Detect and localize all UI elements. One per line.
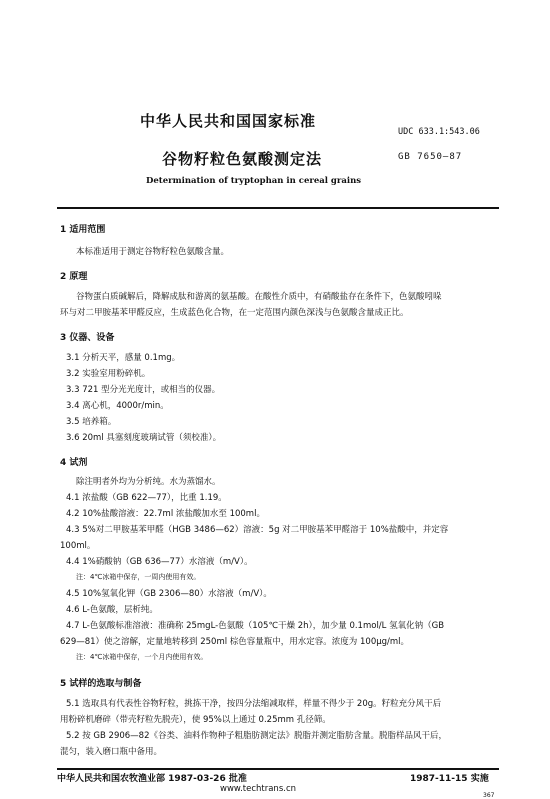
- body-line: 4.4 1%硝酸钠（GB 636—77）水溶液（m/V）。: [66, 557, 253, 567]
- body-line: 5.1 选取具有代表性谷物籽粒，挑拣干净，按四分法缩减取样，样量不得少于 20g。籽粒充分风干后: [66, 699, 442, 709]
- body-line: 4.7 L-色氨酸标准溶液：准确称 25mgL-色氨酸（105℃干燥 2h），加少量 0.1mol/L 氢氧化钠（GB: [66, 621, 445, 631]
- body-line: 100ml。: [60, 541, 96, 551]
- section-heading: 3 仪器、设备: [60, 333, 115, 343]
- standard-title: 中华人民共和国国家标准: [140, 112, 317, 130]
- body-line: 谷物蛋白质碱解后，降解成肽和游离的氨基酸。在酸性介质中，有硝酸盐存在条件下，色氨酸吲哚: [76, 292, 442, 302]
- body-line: 用粉碎机磨碎（带壳籽粒先脱壳），使 95%以上通过 0.25mm 孔径筛。: [60, 715, 331, 725]
- body-line: 本标准适用于测定谷物籽粒色氨酸含量。: [76, 247, 230, 257]
- body-line: 3.6 20ml 具塞刻度玻璃试管（须校准）。: [66, 433, 222, 443]
- body-line: 4.1 浓盐酸（GB 622—77），比重 1.19。: [66, 493, 227, 503]
- section-heading: 1 适用范围: [60, 225, 106, 235]
- body-line: 5.2 按 GB 2906—82《谷类、油料作物种子粗脂肪测定法》脱脂并测定脂肪含量。脱脂样品风干后，: [66, 731, 447, 741]
- note-line: 注：4℃冰箱中保存，一个月内使用有效。: [76, 653, 208, 661]
- body-line: 3.1 分析天平，感量 0.1mg。: [66, 353, 181, 363]
- body-line: 629—81）使之溶解，定量地转移到 250ml 棕色容量瓶中，用水定容。浓度为 100μg/ml。: [60, 637, 410, 647]
- note-line: 注：4℃冰箱中保存，一周内使用有效。: [76, 573, 201, 581]
- body-line: 环与对二甲胺基苯甲醛反应，生成蓝色化合物，在一定范围内颜色深浅与色氨酸含量成正比。: [60, 308, 409, 318]
- body-line: 除注明者外均为分析纯。水为蒸馏水。: [76, 477, 221, 487]
- english-title: Determination of tryptophan in cereal grains: [146, 176, 362, 186]
- gb-code: GB 7650—87: [398, 152, 463, 162]
- section-heading: 2 原理: [60, 272, 88, 282]
- approval-line: 中华人民共和国农牧渔业部 1987-03-26 批准: [57, 774, 247, 784]
- document-title: 谷物籽粒色氨酸测定法: [162, 150, 323, 168]
- section-heading: 5 试样的选取与制备: [60, 679, 142, 689]
- body-line: 混匀，装入磨口瓶中备用。: [60, 747, 163, 757]
- body-line: 4.3 5%对二甲胺基苯甲醛（HGB 3486—62）溶液：5g 对二甲胺基苯甲醛溶于 10%盐酸中，并定容: [66, 525, 449, 535]
- implementation-date: 1987-11-15 实施: [410, 774, 489, 784]
- top-rule: [57, 207, 499, 209]
- udc-code: UDC 633.1:543.06: [398, 127, 480, 137]
- footer-url: www.techtrans.cn: [220, 784, 297, 794]
- bottom-rule: [57, 768, 499, 770]
- section-heading: 4 试剂: [60, 458, 88, 468]
- body-line: 4.2 10%盐酸溶液：22.7ml 浓盐酸加水至 100ml。: [66, 509, 265, 519]
- body-line: 4.5 10%氢氧化钾（GB 2306—80）水溶液（m/V）。: [66, 589, 272, 599]
- body-line: 3.2 实验室用粉碎机。: [66, 369, 151, 379]
- body-line: 3.4 离心机，4000r/min。: [66, 401, 169, 411]
- page-number: 367: [483, 792, 495, 799]
- body-line: 3.5 培养箱。: [66, 417, 117, 427]
- body-line: 3.3 721 型分光光度计，或相当的仪器。: [66, 385, 221, 395]
- body-line: 4.6 L-色氨酸，层析纯。: [66, 605, 158, 615]
